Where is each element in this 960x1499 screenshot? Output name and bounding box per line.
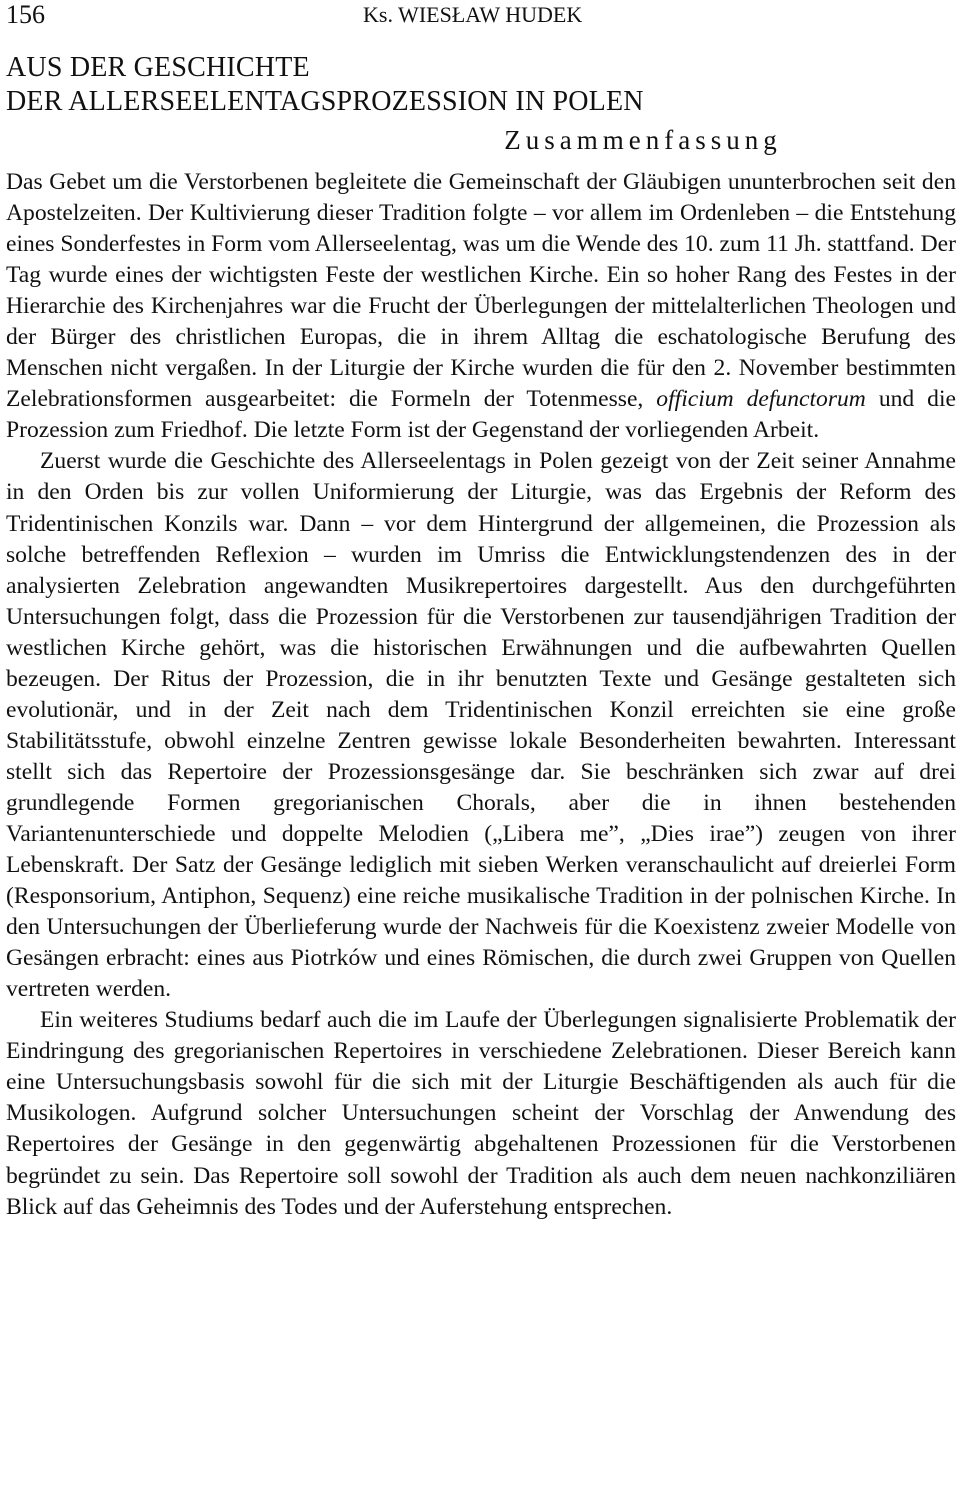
- article-title: [6, 51, 956, 119]
- article-title-line-1: AUS DER GESCHICHTE: [6, 52, 310, 83]
- running-head-author: Ks. WIESŁAW HUDEK: [363, 2, 583, 27]
- summary-body: [6, 167, 956, 1223]
- paragraph-2: Zuerst wurde die Geschichte des Allerseelentags in Polen gezeigt von der Zeit seiner Annahme in den Orden bis zur vollen Uniformierung der Liturgie, was das Ergebnis der Reform des Tridentinischen Konzils war. Dann – vor dem Hintergrund der allgemeinen, die Prozession als solche betreffenden Reflexion – wurden im Umriss die Entwicklungstendenzen des in der analysierten Zelebration angewandten Musikrepertoires dargestellt. Aus den durchgeführten Untersuchungen folgt, dass die Prozession für die Verstorbenen zur tausendjährigen Tradition der westlichen Kirche gehört, was die historischen Erwähnungen und die aufbewahrten Quellen bezeugen. Der Ritus der Prozession, die in ihr benutzten Texte und Gesänge gestalteten sich evolutionär, und in der Zeit nach dem Tridentinischen Konzil erreichten sie eine große Stabilitätsstufe, obwohl einzelne Zentren gewisse lokale Besonderheiten bewahrten. Interessant stellt sich das Repertoire der Prozessionsgesänge dar. Sie beschränken sich zwar auf drei grundlegende Formen gregorianischen Chorals, aber die in ihnen bestehenden Variantenunterschiede und doppelte Melodien („Libera me”, „Dies irae”) zeugen von ihrer Lebenskraft. Der Satz der Gesänge lediglich mit sieben Werken veranschaulicht auf dreierlei Form (Responsorium, Antiphon, Sequenz) eine reiche musikalische Tradition in der polnischen Kirche. In den Untersuchungen der Überlieferung wurde der Nachweis für die Koexistenz zweier Modelle von Gesängen erbracht: eines aus Piotrków und eines Römischen, die durch zwei Gruppen von Quellen vertreten werden.: [6, 448, 956, 1003]
- page-number: 156: [6, 0, 45, 29]
- paragraph-1-text-a: Das Gebet um die Verstorbenen begleitete die Gemeinschaft der Gläubigen ununterbrochen seit den Apostelzeiten. Der Kultivierung dieser Tradition folgte – vor allem im Ordenleben – die Entstehung eines Sonderfestes in Form vom Allerseelentag, was um die Wende des 10. zum 11 Jh. stattfand. Der Tag wurde eines der wichtigsten Feste der westlichen Kirche. Ein so hoher Rang des Festes in der Hierarchie des Kirchenjahres war die Frucht der Überlegungen der mittelalterlichen Theologen und der Bürger des christlichen Europas, die in ihrem Alltag die eschatologische Berufung des Menschen nicht vergaßen. In der Liturgie der Kirche wurden die für den 2. November bestimmten Zelebrationsformen ausgearbeitet: die Formeln der Totenmesse,: [6, 169, 956, 413]
- paragraph-1: [6, 167, 956, 446]
- paragraph-1-text-b: und die Prozession zum Friedhof. Die letzte Form ist der Gegenstand der vorliegenden Arbeit.: [6, 386, 956, 444]
- article-title-line-2: DER ALLERSEELENTAGSPROZESSION IN POLEN: [6, 86, 644, 117]
- paragraph-3: Ein weiteres Studiums bedarf auch die im Laufe der Überlegungen signalisierte Problematik der Eindringung des gregorianischen Repertoires in verschiedene Zelebrationen. Dieser Bereich kann eine Untersuchungsbasis sowohl für die sich mit der Liturgie Beschäftigenden als auch für die Musikologen. Aufgrund solcher Untersuchungen scheint der Vorschlag der Anwendung des Repertoires der Gesänge in den gegenwärtig abgehaltenen Prozessionen für die Verstorbenen begründet zu sein. Das Repertoire soll sowohl der Tradition als auch dem neuen nachkonziliären Blick auf das Geheimnis des Todes und der Auferstehung entsprechen.: [6, 1007, 956, 1220]
- section-heading-summary: Zusammenfassung: [504, 125, 782, 155]
- paragraph-1-italic-term: officium defunctorum: [656, 386, 866, 413]
- page-header: [6, 0, 956, 38]
- document-page: [6, 0, 956, 1499]
